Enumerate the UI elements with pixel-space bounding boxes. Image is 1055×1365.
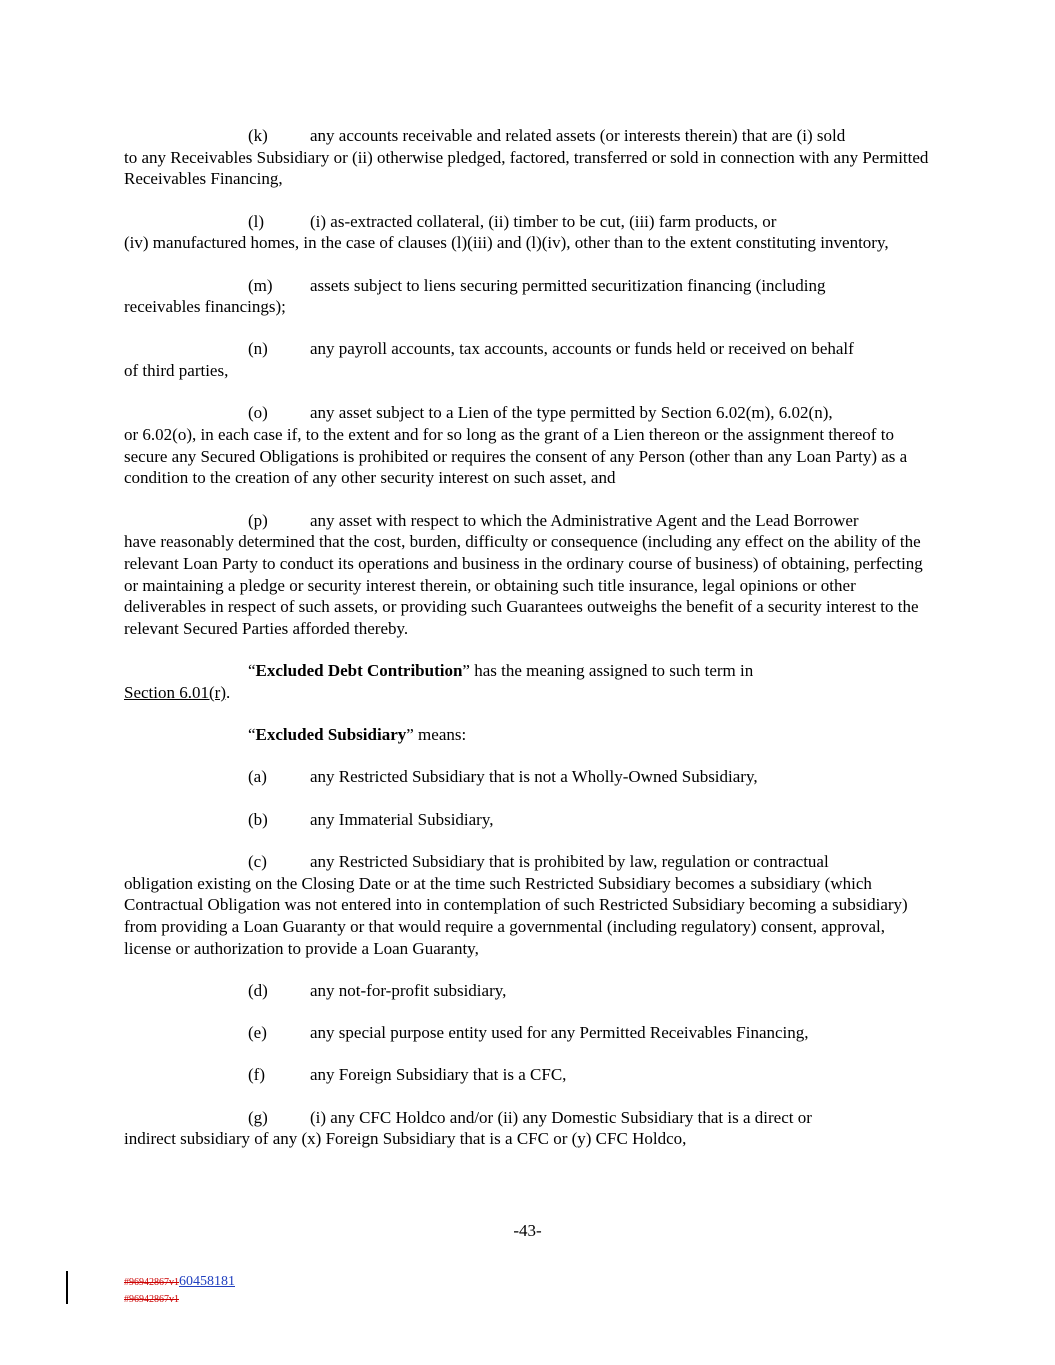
item-c: (c) any Restricted Subsidiary that is prohibited by law, regulation or contractual obligation existing on the Closing Date or at the time such Restricted Subsidiary becomes a subsidiary (which Contractual Obligation was not entered into in contemplation of such Restricted Subsidiary becoming a subsidiary) from providing a Loan Guaranty or that would require a governmental (including regulatory) consent, approval, license or authorization to provide a Loan Guaranty, xyxy=(124,851,908,958)
item-g: (g) (i) any CFC Holdco and/or (ii) any Domestic Subsidiary that is a direct or indirect subsidiary of any (x) Foreign Subsidiary that is a CFC or (y) CFC Holdco, xyxy=(124,1107,812,1149)
document-id-footer xyxy=(124,1273,235,1307)
inserted-doc-id: 60458181 xyxy=(179,1274,235,1289)
clause-n: (n) any payroll accounts, tax accounts, accounts or funds held or received on behalf of third parties, xyxy=(124,339,854,381)
clause-m: (m) assets subject to liens securing permitted securitization financing (including receivables financings); xyxy=(124,275,826,317)
section-reference: Section 6.01(r) xyxy=(124,683,226,703)
clause-p: (p) any asset with respect to which the Administrative Agent and the Lead Borrower have reasonably determined that the cost, burden, difficulty or consequence (including any effect on the ability of the relevant Loan Party to conduct its operations and business in the ordinary course of business) of obtaining, perfecting or maintaining a pledge or security interest therein, or obtaining such title insurance, legal opinions or other deliverables in respect of such assets, or providing such Guarantees outweighs the benefit of a security interest to the relevant Secured Parties afforded thereby. xyxy=(124,510,923,639)
defined-term: Excluded Debt Contribution xyxy=(255,661,463,681)
document-body xyxy=(124,125,932,1170)
item-d: (d) any not-for-profit subsidiary, xyxy=(248,980,507,1000)
clause-l: (l) (i) as-extracted collateral, (ii) timber to be cut, (iii) farm products, or (iv) manufactured homes, in the case of clauses (l)(iii) and (l)(iv), other than to the extent constituting inventory, xyxy=(124,211,889,253)
item-a: (a) any Restricted Subsidiary that is not a Wholly-Owned Subsidiary, xyxy=(248,767,758,787)
item-f: (f) any Foreign Subsidiary that is a CFC, xyxy=(248,1065,567,1085)
change-bar xyxy=(66,1271,68,1304)
item-e: (e) any special purpose entity used for any Permitted Receivables Financing, xyxy=(248,1023,809,1043)
definition-excluded-subsidiary: “Excluded Subsidiary” means: xyxy=(248,725,467,745)
definition-excluded-debt-contribution: “Excluded Debt Contribution” has the meaning assigned to such term in Section 6.01(r). xyxy=(124,661,754,703)
clause-o: (o) any asset subject to a Lien of the type permitted by Section 6.02(m), 6.02(n), or 6.02(o), in each case if, to the extent and for so long as the grant of a Lien thereon or the assignment thereof to secure any Secured Obligations is prohibited or requires the consent of any Person (other than any Loan Party) as a condition to the creation of any other security interest on such asset, and xyxy=(124,403,908,488)
deleted-doc-id-2: #96942867v1 xyxy=(124,1294,179,1305)
page-number: -43- xyxy=(513,1221,542,1240)
item-b: (b) any Immaterial Subsidiary, xyxy=(248,809,494,829)
defined-term: Excluded Subsidiary xyxy=(255,725,407,745)
clause-k: (k) any accounts receivable and related assets (or interests therein) that are (i) sold to any Receivables Subsidiary or (ii) otherwise pledged, factored, transferred or sold in connection with any Permitted Receivables Financing, xyxy=(124,126,929,189)
deleted-doc-id: #96942867v1 xyxy=(124,1277,179,1288)
